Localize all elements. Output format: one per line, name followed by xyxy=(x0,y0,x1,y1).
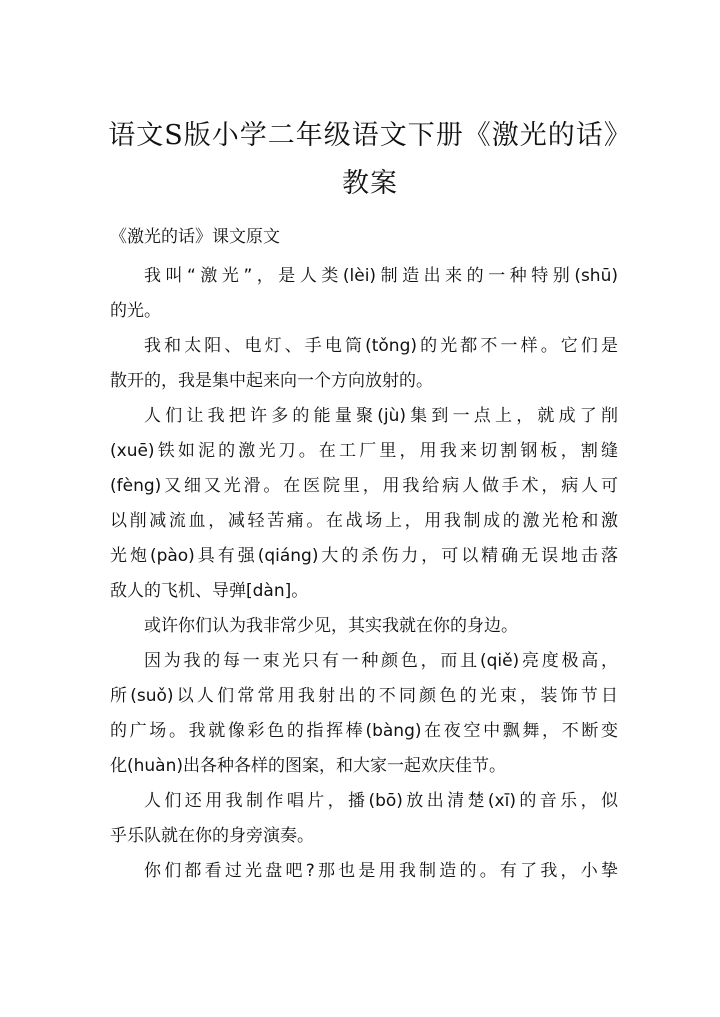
text-line: 的广场。我就像彩色的指挥棒(bàng)在夜空中飘舞，不断变 xyxy=(110,721,618,741)
text-line: 化(huàn)出各种各样的图案，和大家一起欢庆佳节。 xyxy=(110,756,507,776)
text-line: 所(suǒ)以人们常常用我射出的不同颜色的光束，装饰节日 xyxy=(110,686,618,706)
text-line: 乎乐队就在你的身旁演奏。 xyxy=(110,826,314,846)
text-line: 人们还用我制作唱片，播(bō)放出清楚(xī)的音乐，似 xyxy=(144,791,618,811)
text-line: 或许你们认为我非常少见，其实我就在你的身边。 xyxy=(144,616,518,636)
paragraph xyxy=(110,609,618,644)
section-heading: 《激光的话》课文原文 xyxy=(110,227,280,247)
text-line: 人们让我把许多的能量聚(jù)集到一点上，就成了削 xyxy=(144,406,618,426)
paragraph xyxy=(110,854,618,889)
paragraph xyxy=(110,259,618,329)
paragraph xyxy=(110,784,618,854)
text-line: (fèng)又细又光滑。在医院里，用我给病人做手术，病人可 xyxy=(110,476,618,496)
text-line: 的光。 xyxy=(110,301,161,321)
title-line: 教案 xyxy=(342,168,398,199)
document-title xyxy=(100,112,640,208)
text-line: (xuē)铁如泥的激光刀。在工厂里，用我来切割钢板，割缝 xyxy=(110,441,618,461)
text-line: 以削减流血，减轻苦痛。在战场上，用我制成的激光枪和激 xyxy=(110,511,618,531)
text-line: 我和太阳、电灯、手电筒(tǒng)的光都不一样。它们是 xyxy=(144,336,618,356)
text-line: 散开的，我是集中起来向一个方向放射的。 xyxy=(110,371,433,391)
body-text xyxy=(110,259,618,889)
text-line: 光炮(pào)具有强(qiáng)大的杀伤力，可以精确无误地击落 xyxy=(110,546,618,566)
text-line: 敌人的飞机、导弹[dàn]。 xyxy=(110,581,309,601)
paragraph xyxy=(110,329,618,399)
text-line: 因为我的每一束光只有一种颜色，而且(qiě)亮度极高， xyxy=(144,651,618,671)
text-line: 你们都看过光盘吧?那也是用我制造的。有了我，小挚 xyxy=(144,861,618,881)
paragraph xyxy=(110,399,618,609)
paragraph xyxy=(110,644,618,784)
text-line: 我叫“激光”，是人类(lèi)制造出来的一种特别(shū) xyxy=(144,266,618,286)
title-line: 语文S版小学二年级语文下册《激光的话》 xyxy=(108,120,632,151)
